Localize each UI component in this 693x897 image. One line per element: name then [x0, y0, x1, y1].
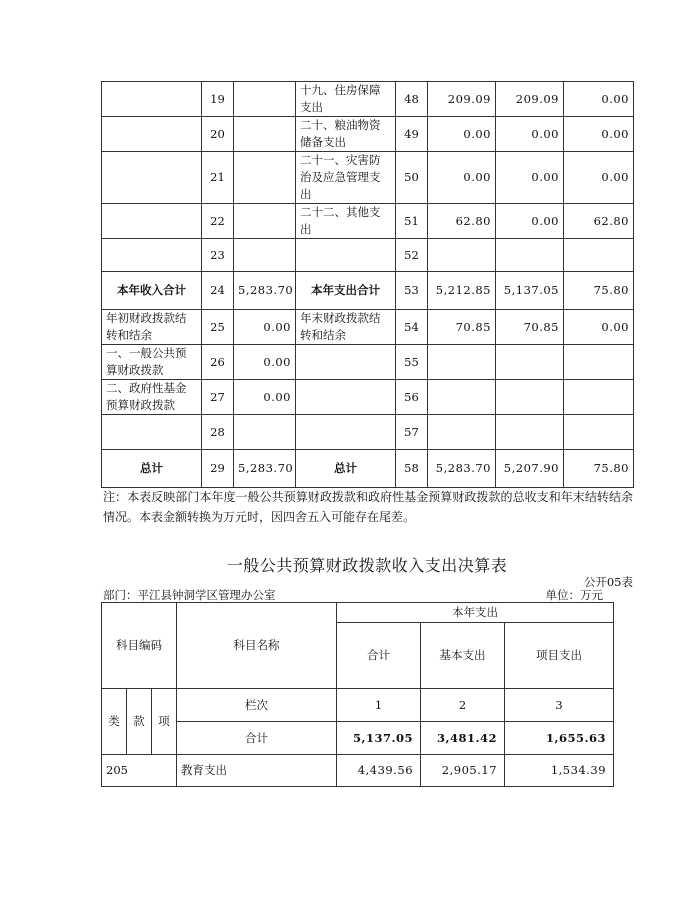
left-row-no: 24	[202, 272, 234, 310]
left-label: 年初财政拨款结转和结余	[102, 310, 202, 345]
left-amount	[234, 117, 296, 152]
expense-project: 0.00	[564, 152, 634, 204]
expense-project: 0.00	[564, 310, 634, 345]
left-amount: 5,283.70	[234, 450, 296, 488]
left-label	[102, 239, 202, 272]
table-row	[102, 239, 634, 272]
left-row-no: 27	[202, 380, 234, 415]
expense-total	[428, 345, 496, 380]
expense-project: 0.00	[564, 82, 634, 117]
expense-basic	[496, 415, 564, 450]
left-amount: 0.00	[234, 310, 296, 345]
header-basic: 基本支出	[421, 623, 505, 689]
expense-total: 5,283.70	[428, 450, 496, 488]
expense-project	[564, 415, 634, 450]
col-no-1: 1	[337, 689, 421, 722]
right-row-no: 51	[396, 204, 428, 239]
right-row-no: 50	[396, 152, 428, 204]
right-label: 十九、住房保障支出	[296, 82, 396, 117]
left-amount	[234, 239, 296, 272]
right-row-no: 49	[396, 117, 428, 152]
row-code: 205	[102, 755, 177, 787]
expense-basic: 5,207.90	[496, 450, 564, 488]
income-expenditure-summary-table	[101, 81, 634, 488]
expense-basic: 209.09	[496, 82, 564, 117]
table-row	[102, 152, 634, 204]
table-row	[102, 204, 634, 239]
left-label	[102, 204, 202, 239]
right-label: 本年支出合计	[296, 272, 396, 310]
right-row-no: 56	[396, 380, 428, 415]
expense-basic	[496, 239, 564, 272]
expense-basic	[496, 345, 564, 380]
left-row-no: 26	[202, 345, 234, 380]
right-row-no: 54	[396, 310, 428, 345]
sum-label: 合计	[177, 722, 337, 755]
table2-unit: 单位：万元	[545, 588, 603, 602]
right-label: 总计	[296, 450, 396, 488]
left-row-no: 25	[202, 310, 234, 345]
expense-project: 75.80	[564, 272, 634, 310]
left-row-no: 20	[202, 117, 234, 152]
header-column-no: 栏次	[177, 689, 337, 722]
header-subject-code: 科目编码	[102, 603, 177, 689]
right-label: 年末财政拨款结转和结余	[296, 310, 396, 345]
sum-project: 1,655.63	[505, 722, 614, 755]
right-label: 二十、粮油物资储备支出	[296, 117, 396, 152]
table-row	[102, 82, 634, 117]
header-item: 项	[152, 689, 177, 755]
left-row-no: 21	[202, 152, 234, 204]
col-no-2: 2	[421, 689, 505, 722]
left-amount: 0.00	[234, 345, 296, 380]
left-row-no: 23	[202, 239, 234, 272]
sum-basic: 3,481.42	[421, 722, 505, 755]
table-row	[102, 415, 634, 450]
expense-total	[428, 239, 496, 272]
left-label	[102, 415, 202, 450]
right-label: 二十一、灾害防治及应急管理支出	[296, 152, 396, 204]
header-section: 款	[127, 689, 152, 755]
general-budget-expenditure-table	[101, 602, 614, 787]
row-basic: 2,905.17	[421, 755, 505, 787]
right-label	[296, 345, 396, 380]
left-amount	[234, 204, 296, 239]
col-no-3: 3	[505, 689, 614, 722]
right-label	[296, 239, 396, 272]
expense-total: 0.00	[428, 152, 496, 204]
left-amount	[234, 152, 296, 204]
right-row-no: 58	[396, 450, 428, 488]
expense-project	[564, 380, 634, 415]
table-row	[102, 755, 614, 787]
expense-total: 70.85	[428, 310, 496, 345]
expense-basic: 70.85	[496, 310, 564, 345]
right-row-no: 53	[396, 272, 428, 310]
left-amount	[234, 82, 296, 117]
table2-title: 一般公共预算财政拨款收入支出决算表	[226, 556, 508, 575]
expense-total	[428, 415, 496, 450]
header-current-year: 本年支出	[337, 603, 614, 623]
table2-code: 公开05表	[583, 575, 633, 589]
table-row	[102, 380, 634, 415]
left-label: 总计	[102, 450, 202, 488]
header-subject-name: 科目名称	[177, 603, 337, 689]
header-total: 合计	[337, 623, 421, 689]
row-project: 1,534.39	[505, 755, 614, 787]
expense-project: 75.80	[564, 450, 634, 488]
left-label	[102, 117, 202, 152]
right-label	[296, 415, 396, 450]
left-row-no: 22	[202, 204, 234, 239]
header-project: 项目支出	[505, 623, 614, 689]
expense-total: 62.80	[428, 204, 496, 239]
header-class: 类	[102, 689, 127, 755]
table-row	[102, 272, 634, 310]
table-row	[102, 345, 634, 380]
left-label: 一、一般公共预算财政拨款	[102, 345, 202, 380]
left-row-no: 28	[202, 415, 234, 450]
left-amount	[234, 415, 296, 450]
left-amount: 0.00	[234, 380, 296, 415]
left-label	[102, 152, 202, 204]
table-footnote: 注：本表反映部门本年度一般公共预算财政拨款和政府性基金预算财政拨款的总收支和年末结转结余情况。本表金额转换为万元时，因四舍五入可能存在尾差。	[103, 490, 633, 524]
expense-basic	[496, 380, 564, 415]
left-label: 本年收入合计	[102, 272, 202, 310]
expense-basic: 0.00	[496, 152, 564, 204]
table2-department: 部门：平江县钟洞学区管理办公室	[103, 588, 276, 602]
expense-total	[428, 380, 496, 415]
right-row-no: 55	[396, 345, 428, 380]
left-label	[102, 82, 202, 117]
right-label	[296, 380, 396, 415]
left-row-no: 29	[202, 450, 234, 488]
expense-project: 0.00	[564, 117, 634, 152]
right-row-no: 48	[396, 82, 428, 117]
table-row	[102, 450, 634, 488]
expense-total: 209.09	[428, 82, 496, 117]
expense-project: 62.80	[564, 204, 634, 239]
table-row	[102, 310, 634, 345]
right-row-no: 57	[396, 415, 428, 450]
table-row	[102, 117, 634, 152]
row-name: 教育支出	[177, 755, 337, 787]
expense-project	[564, 239, 634, 272]
expense-project	[564, 345, 634, 380]
sum-total: 5,137.05	[337, 722, 421, 755]
row-total: 4,439.56	[337, 755, 421, 787]
right-label: 二十二、其他支出	[296, 204, 396, 239]
left-row-no: 19	[202, 82, 234, 117]
expense-basic: 0.00	[496, 117, 564, 152]
expense-basic: 0.00	[496, 204, 564, 239]
expense-basic: 5,137.05	[496, 272, 564, 310]
left-amount: 5,283.70	[234, 272, 296, 310]
right-row-no: 52	[396, 239, 428, 272]
left-label: 二、政府性基金预算财政拨款	[102, 380, 202, 415]
expense-total: 0.00	[428, 117, 496, 152]
expense-total: 5,212.85	[428, 272, 496, 310]
